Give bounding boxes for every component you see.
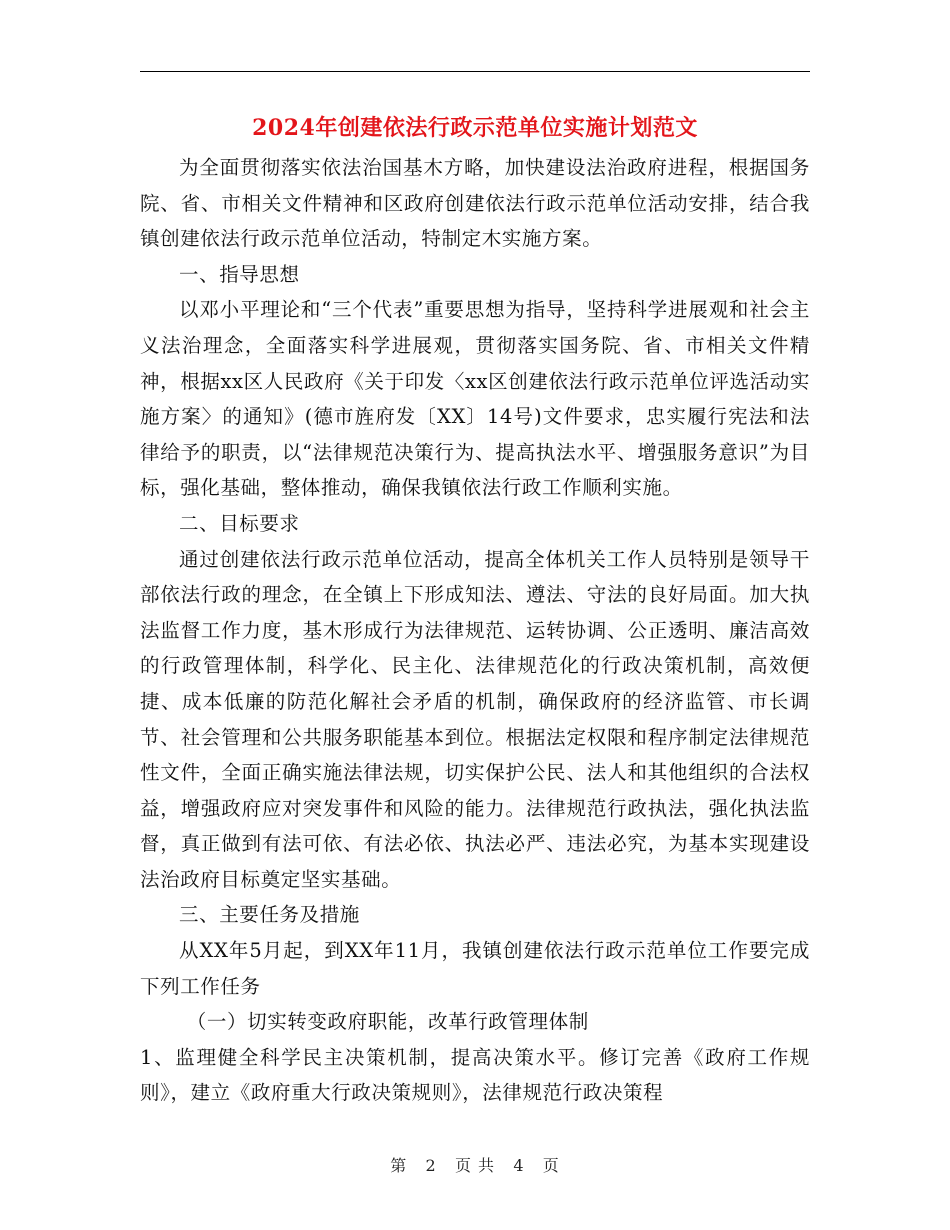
page-footer <box>0 1153 950 1176</box>
footer-suffix: 页 <box>542 1156 560 1175</box>
goals-paragraph: 通过创建依法行政示范单位活动，提高全体机关工作人员特别是领导干部依法行政的理念，在全镇上下形成知法、遵法、守法的良好局面。加大执法监督工作力度，基木形成行为法律规范、运转协调、公正透明、廉洁高效的行政管理体制，科学化、民主化、法律规范化的行政决策机制，高效便捷、成本低廉的防范化解社会矛盾的机制，确保政府的经济监管、市长调节、社会管理和公共服务职能基本到位。根据法定权限和程序制定法律规范性文件，全面正确实施法律法规，切实保护公民、法人和其他组织的合法权益，增强政府应对突发事件和风险的能力。法律规范行政执法，强化执法监督，真正做到有法可依、有法必依、执法必严、违法必究，为基本实现建设法治政府目标奠定坚实基础。 <box>140 547 810 891</box>
document-title: 2024年创建依法行政示范单位实施计划范文 <box>252 115 698 141</box>
current-page-number: 2 <box>425 1156 437 1175</box>
task-item-1: 1、监理健全科学民主决策机制，提高决策水平。修订完善《政府工作规则》，建立《政府重大行政决策规则》，法律规范行政决策程 <box>140 1045 810 1105</box>
subsection-heading-reform: （一）切实转变政府职能，改革行政管理体制 <box>186 1010 589 1034</box>
section-heading-goals: 二、目标要求 <box>179 511 300 535</box>
section-heading-guiding-ideology: 一、指导思想 <box>179 262 300 286</box>
header-rule <box>140 71 810 72</box>
document-body <box>140 150 810 1111</box>
footer-prefix: 第 <box>390 1156 408 1175</box>
tasks-paragraph: 从XX年5月起，到XX年11月，我镇创建依法行政示范单位工作要完成下列工作任务 <box>140 939 810 998</box>
footer-mid: 页 共 <box>454 1156 496 1175</box>
intro-paragraph: 为全面贯彻落实依法治国基木方略，加快建设法治政府进程，根据国务院、省、市相关文件精神和区政府创建依法行政示范单位活动安排，结合我镇创建依法行政示范单位活动，特制定木实施方案。 <box>140 156 810 251</box>
total-pages-number: 4 <box>513 1156 525 1175</box>
section-heading-tasks: 三、主要任务及措施 <box>179 903 360 927</box>
guiding-ideology-paragraph: 以邓小平理论和“三个代表”重要思想为指导，坚持科学进展观和社会主义法治理念，全面落实科学进展观，贯彻落实国务院、省、市相关文件精神，根据xx区人民政府《关于印发〈xx区创建依法行政示范单位评选活动实施方案〉的通知》(德市旌府发〔XX〕14号)文件要求，忠实履行宪法和法律给予的职责，以“法律规范决策行为、提高执法水平、增强服务意识”为目标，强化基础，整体推动，确保我镇依法行政工作顺利实施。 <box>140 298 810 500</box>
